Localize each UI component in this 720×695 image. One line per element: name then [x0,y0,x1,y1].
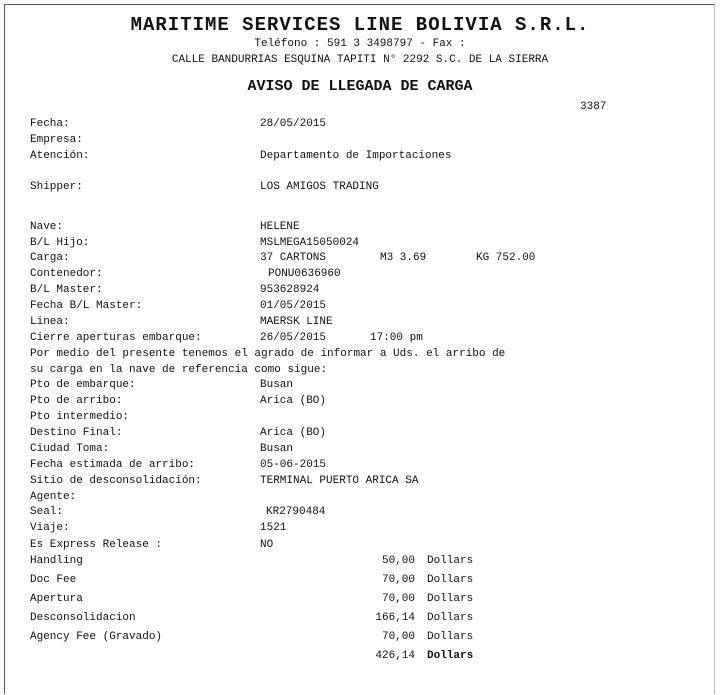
linea-value: MAERSK LINE [260,316,333,328]
document-number: 3387 [580,101,607,113]
fee-amount: 70,00 [381,574,415,586]
cierre-time: 17:00 pm [370,332,423,344]
fee-amount: 70,00 [381,631,415,643]
fee-currency: Dollars [427,593,474,605]
express-value: NO [260,539,274,551]
agente-label: Agente: [30,491,77,503]
fecha-bl-master-label: Fecha B/L Master: [30,300,143,312]
destino-final-label: Destino Final: [30,427,123,439]
company-name: MARITIME SERVICES LINE BOLIVIA S.R.L. [130,14,590,36]
seal-value: KR2790484 [266,506,326,518]
fee-amount: 70,00 [381,593,415,605]
contenedor-value: PONU0636960 [268,268,341,280]
ciudad-toma-label: Ciudad Toma: [30,443,110,455]
carga-label: Carga: [30,252,70,264]
fecha-label: Fecha: [30,118,70,130]
company-phone: Teléfono : 591 3 3498797 - Fax : [254,38,466,50]
fee-label: Agency Fee (Gravado) [30,631,163,643]
cierre-date: 26/05/2015 [260,332,327,344]
total-currency: Dollars [427,650,474,662]
viaje-value: 1521 [260,522,287,534]
fecha-bl-master-value: 01/05/2015 [260,300,327,312]
viaje-label: Viaje: [30,522,70,534]
bl-master-label: B/L Master: [30,284,103,296]
fee-label: Handling [30,555,83,567]
ciudad-toma-value: Busan [260,443,294,455]
pto-embarque-label: Pto de embarque: [30,379,136,391]
linea-label: Linea: [30,316,70,328]
intro-line-2: su carga en la nave de referencia como sigue: [30,364,328,376]
fee-currency: Dollars [427,574,474,586]
fee-label: Desconsolidacion [30,612,136,624]
nave-label: Nave: [30,221,64,233]
destino-final-value: Arica (BO) [260,427,327,439]
fecha-value: 28/05/2015 [260,118,327,130]
pto-intermedio-label: Pto intermedio: [30,411,130,423]
fee-amount: 50,00 [381,555,415,567]
shipper-label: Shipper: [30,181,83,193]
fee-currency: Dollars [427,612,474,624]
bl-master-value: 953628924 [260,284,320,296]
bl-hijo-label: B/L Hijo: [30,237,90,249]
fee-label: Apertura [30,593,83,605]
carga-cartons: 37 CARTONS [260,252,327,264]
shipper-value: LOS AMIGOS TRADING [260,181,379,193]
atencion-label: Atención: [30,150,90,162]
seal-label: Seal: [30,506,64,518]
document-title: AVISO DE LLEGADA DE CARGA [247,78,473,95]
pto-arribo-label: Pto de arribo: [30,395,123,407]
sitio-value: TERMINAL PUERTO ARICA SA [260,475,419,487]
carga-kg: KG 752.00 [476,252,536,264]
atencion-value: Departamento de Importaciones [260,150,452,162]
fecha-estimada-label: Fecha estimada de arribo: [30,459,196,471]
bl-hijo-value: MSLMEGA15050024 [260,237,360,249]
cierre-label: Cierre aperturas embarque: [30,332,202,344]
contenedor-label: Contenedor: [30,268,103,280]
fee-currency: Dollars [427,631,474,643]
pto-arribo-value: Arica (BO) [260,395,327,407]
carga-m3: M3 3.69 [380,252,427,264]
sitio-label: Sitio de desconsolidación: [30,475,202,487]
express-label: Es Express Release : [30,539,163,551]
empresa-label: Empresa: [30,134,83,146]
fee-amount: 166,14 [375,612,415,624]
total-amount: 426,14 [375,650,415,662]
pto-embarque-value: Busan [260,379,294,391]
company-address: CALLE BANDURRIAS ESQUINA TAPITI N° 2292 S.C. DE LA SIERRA [171,54,549,66]
fee-currency: Dollars [427,555,474,567]
intro-line-1: Por medio del presente tenemos el agrado de informar a Uds. el arribo de [30,348,506,360]
fee-label: Doc Fee [30,574,77,586]
nave-value: HELENE [260,221,300,233]
fecha-estimada-value: 05-06-2015 [260,459,327,471]
